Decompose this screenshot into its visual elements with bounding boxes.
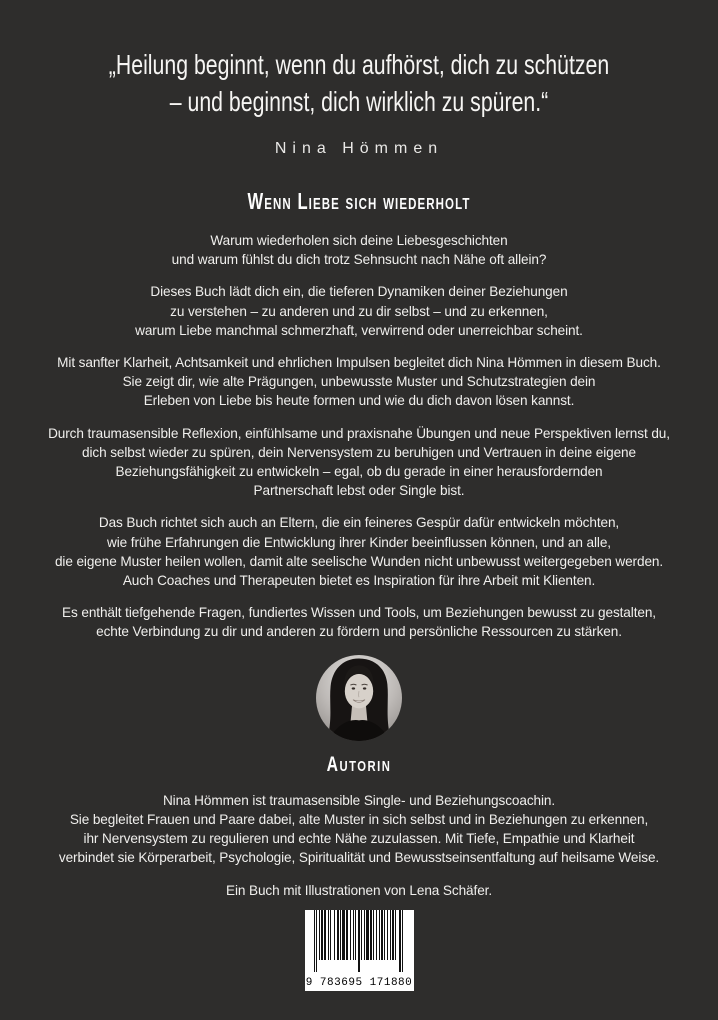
cover-quote: „Heilung beginnt, wenn du aufhörst, dich zu schützen – und beginnst, dich wirklich zu spüren.“ bbox=[108, 49, 610, 117]
blurb-section bbox=[0, 231, 718, 642]
book-title-heading: Wenn Liebe sich wiederholt bbox=[247, 188, 471, 214]
body-paragraph-4: Durch traumasensible Reflexion, einfühlsame und praxisnahe Übungen und neue Perspektiven lernst du, dich selbst wieder zu spüren, dein Nervensystem zu beruhigen und Vertrauen in deine eigene Beziehungsfähigkeit zu entwickeln – egal, ob du gerade in einer herausfordernden Partnerschaft lebst oder Single bist. bbox=[48, 425, 670, 499]
body-paragraph-5: Das Buch richtet sich auch an Eltern, die ein feineres Gespür dafür entwickeln möchten, wie frühe Erfahrungen die Entwicklung ihrer Kinder beeinflussen können, und an alle, die eigene Muster heilen wollen, damit alte seelische Wunden nicht unbewusst weitergegeben werden. Auch Coaches und Therapeuten bietet es Inspiration für ihre Arbeit mit Klienten. bbox=[54, 515, 664, 589]
body-paragraph-2: Dieses Buch lädt dich ein, die tieferen Dynamiken deiner Beziehungen zu verstehen – zu anderen und zu dir selbst – und zu erkennen, warum Liebe manchmal schmerzhaft, verwirrend oder unerreichbar scheint. bbox=[135, 284, 583, 338]
barcode-bars bbox=[314, 910, 404, 980]
author-photo-wrap bbox=[0, 655, 718, 741]
isbn-barcode bbox=[305, 910, 414, 991]
author-bio: Nina Hömmen ist traumasensible Single- und Beziehungscoachin. Sie begleitet Frauen und Paare dabei, alte Muster in sich selbst und in Beziehungen zu erkennen, ihr Nervensystem zu regulieren und echte Nähe zuzulassen. Mit Tiefe, Empathie und Klarheit verbindet sie Körperarbeit, Psychologie, Spiritualität und Bewusstseinsentfaltung auf heilsame Weise. bbox=[58, 792, 660, 866]
author-section-heading: Autorin bbox=[326, 752, 392, 776]
author-portrait-photo bbox=[316, 655, 402, 741]
body-paragraph-6: Es enthält tiefgehende Fragen, fundiertes Wissen und Tools, um Beziehungen bewusst zu gestalten, echte Verbindung zu dir und anderen zu fördern und persönliche Ressourcen zu stärken. bbox=[62, 605, 656, 640]
illustrator-note: Ein Buch mit Illustrationen von Lena Schäfer. bbox=[225, 883, 493, 899]
quote-attribution: Nina Hömmen bbox=[274, 140, 444, 157]
isbn-text: 9 783695 171880 bbox=[305, 976, 413, 989]
book-back-cover bbox=[0, 46, 718, 1020]
body-paragraph-3: Mit sanfter Klarheit, Achtsamkeit und ehrlichen Impulsen begleitet dich Nina Hömmen in diesem Buch. Sie zeigt dir, wie alte Prägungen, unbewusste Muster und Schutzstrategien dein Erleben von Liebe bis heute formen und wie du dich davon lösen kannst. bbox=[57, 355, 661, 409]
body-paragraph-1: Warum wiederholen sich deine Liebesgeschichten und warum fühlst du dich trotz Sehnsucht nach Nähe oft allein? bbox=[171, 233, 547, 268]
